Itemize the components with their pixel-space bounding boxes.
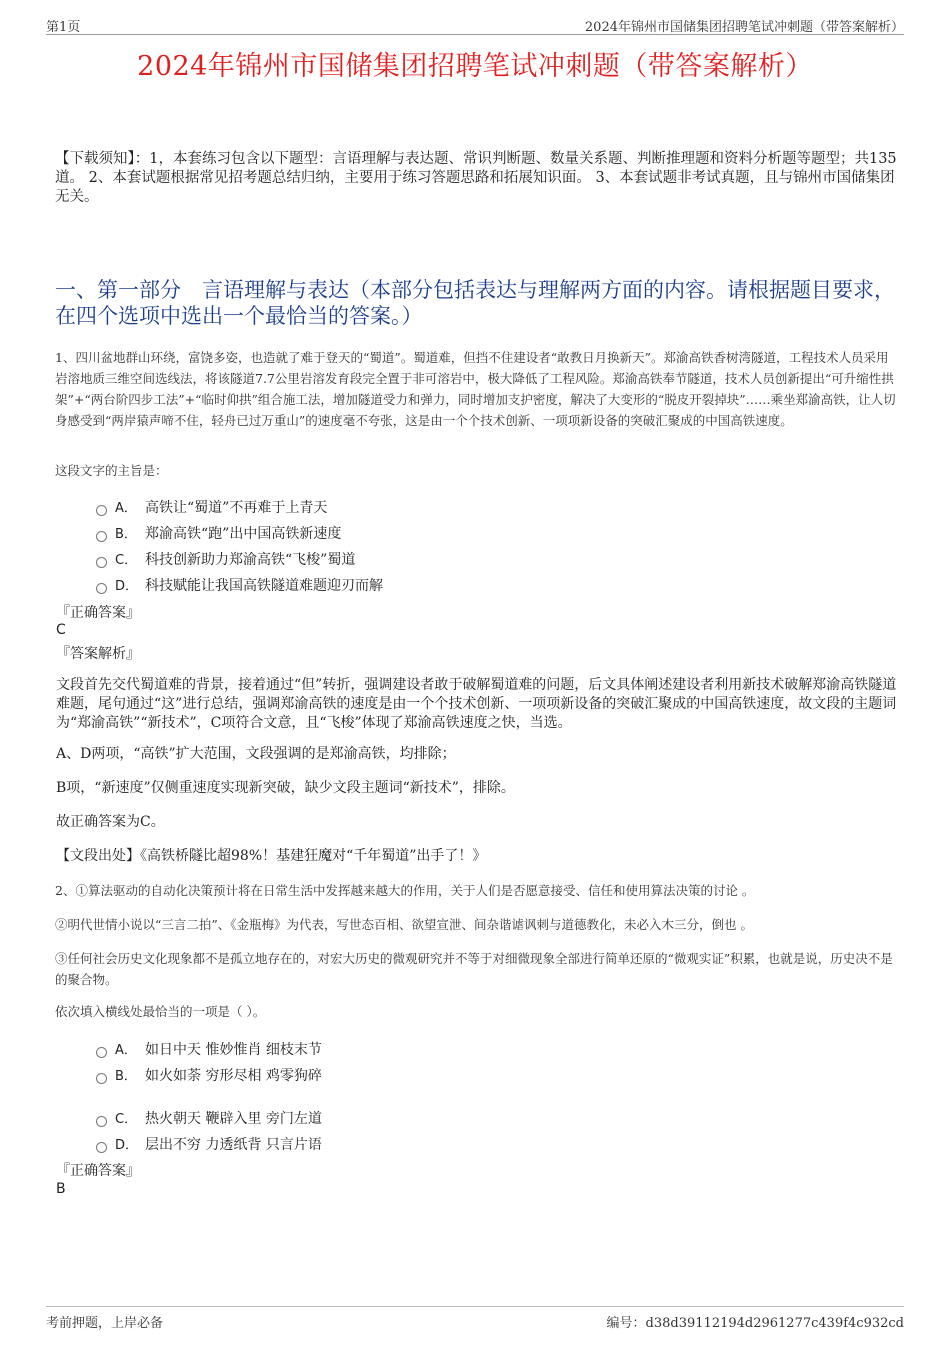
footer-document-id: 编号：d38d39112194d2961277c439f4c932cd bbox=[606, 1316, 904, 1331]
footer-slogan: 考前押题，上岸必备 bbox=[46, 1316, 164, 1331]
footer-divider bbox=[46, 1306, 904, 1307]
q2-option-a[interactable]: A． 如日中天 惟妙惟肖 细枝末节 bbox=[96, 1039, 322, 1059]
header-doc-title: 2024年锦州市国储集团招聘笔试冲刺题（带答案解析） bbox=[584, 20, 904, 35]
page-header bbox=[46, 14, 904, 35]
radio-icon[interactable] bbox=[96, 505, 107, 516]
question-1-text: 1、四川盆地群山环绕，富饶多姿，也造就了难于登天的“蜀道”。蜀道难，但挡不住建设者“敢教日月换新天”。郑渝高铁香树湾隧道，工程技术人员采用岩溶地质三维空间选线法，将该隧道7.7公里岩溶发育段完全置于非可溶岩中，极大降低了工程风险。郑渝高铁奉节隧道，技术人员创新提出“可升缩性拱架”+“两台阶四步工法”+“临时仰拱”组合施工法，增加隧道受力和弹力，同时增加支护密度，解决了大变形的“脱皮开裂掉块”……乘坐郑渝高铁，让人切身感受到“两岸猿声啼不住，轻舟已过万重山”的速度毫不夸张，这是由一个个技术创新、一项项新设备的突破汇聚成的中国高铁速度。 bbox=[55, 350, 896, 428]
radio-icon[interactable] bbox=[96, 1116, 107, 1127]
q1-analysis-paragraph: B项，“新速度”仅侧重速度实现新突破，缺少文段主题词“新技术”，排除。 bbox=[56, 780, 515, 796]
q1-analysis-paragraph: A、D两项，“高铁”扩大范围，文段强调的是郑渝高铁，均排除； bbox=[56, 746, 456, 762]
q1-analysis-label: 『答案解析』 bbox=[56, 646, 140, 662]
radio-icon[interactable] bbox=[96, 583, 107, 594]
q1-option-a[interactable]: A． 高铁让“蜀道”不再难于上青天 bbox=[96, 497, 327, 517]
document-title: 2024年锦州市国储集团招聘笔试冲刺题（带答案解析） bbox=[137, 51, 813, 82]
q1-option-b[interactable]: B． 郑渝高铁“跑”出中国高铁新速度 bbox=[96, 523, 341, 543]
radio-icon[interactable] bbox=[96, 1073, 107, 1084]
q2-answer: B bbox=[56, 1181, 66, 1197]
q1-option-c[interactable]: C． 科技创新助力郑渝高铁“飞梭”蜀道 bbox=[96, 549, 355, 569]
radio-icon[interactable] bbox=[96, 557, 107, 568]
radio-icon[interactable] bbox=[96, 1047, 107, 1058]
q2-option-b[interactable]: B． 如火如荼 穷形尽相 鸡零狗碎 bbox=[96, 1065, 322, 1085]
section-title: 一、第一部分 言语理解与表达（本部分包括表达与理解两方面的内容。请根据题目要求，在四个选项中选出一个最恰当的答案。） bbox=[55, 278, 895, 328]
q1-analysis-paragraph: 文段首先交代蜀道难的背景，接着通过“但”转折，强调建设者敢于破解蜀道难的问题，后文具体阐述建设者利用新技术破解郑渝高铁隧道难题，尾句通过“这”进行总结，强调郑渝高铁的速度是由一个个技术创新、一项项新设备的突破汇聚成的中国高铁速度，故文段的主题词为“郑渝高铁”“新技术”，C项符合文意，且“飞梭”体现了郑渝高铁速度之快，当选。 bbox=[56, 677, 897, 731]
q1-option-d[interactable]: D． 科技赋能让我国高铁隧道难题迎刃而解 bbox=[96, 575, 383, 595]
q1-source: 【文段出处】《高铁桥隧比超98%！基建狂魔对“千年蜀道”出手了！》 bbox=[56, 848, 487, 864]
download-notice: 【下载须知】：1，本套练习包含以下题型：言语理解与表达题、常识判断题、数量关系题、判断推理题和资料分析题等题型；共135道。 2、本套试题根据常见招考题总结归纳，主要用于练习答题思路和拓展知识面。 3、本套试题非考试真题，且与锦州市国储集团无关。 bbox=[55, 151, 897, 205]
question-2-line: ③任何社会历史文化现象都不是孤立地存在的，对宏大历史的微观研究并不等于对细微现象全部进行简单还原的“微观实证”积累，也就是说，历史决不是 的聚合物。 bbox=[55, 951, 893, 987]
radio-icon[interactable] bbox=[96, 531, 107, 542]
radio-icon[interactable] bbox=[96, 1142, 107, 1153]
question-2-prompt: 依次填入横线处最恰当的一项是（ ）。 bbox=[55, 1004, 266, 1019]
question-1-prompt: 这段文字的主旨是： bbox=[55, 463, 168, 478]
q1-answer-label: 『正确答案』 bbox=[56, 605, 140, 621]
q2-option-d[interactable]: D． 层出不穷 力透纸背 只言片语 bbox=[96, 1134, 322, 1154]
q2-answer-label: 『正确答案』 bbox=[56, 1163, 140, 1179]
q1-answer: C bbox=[56, 622, 66, 638]
question-2-line: ②明代世情小说以“三言二拍”、《金瓶梅》为代表，写世态百相、欲望宣泄、间杂谐谑讽刺与道德教化，未必入木三分，倒也 。 bbox=[55, 917, 754, 932]
q1-analysis-paragraph: 故正确答案为C。 bbox=[56, 814, 165, 830]
question-2-line: 2、①算法驱动的自动化决策预计将在日常生活中发挥越来越大的作用，关于人们是否愿意接受、信任和使用算法决策的讨论 。 bbox=[55, 883, 755, 898]
q2-option-c[interactable]: C． 热火朝天 鞭辟入里 旁门左道 bbox=[96, 1108, 322, 1128]
page-number: 第1页 bbox=[46, 20, 81, 35]
